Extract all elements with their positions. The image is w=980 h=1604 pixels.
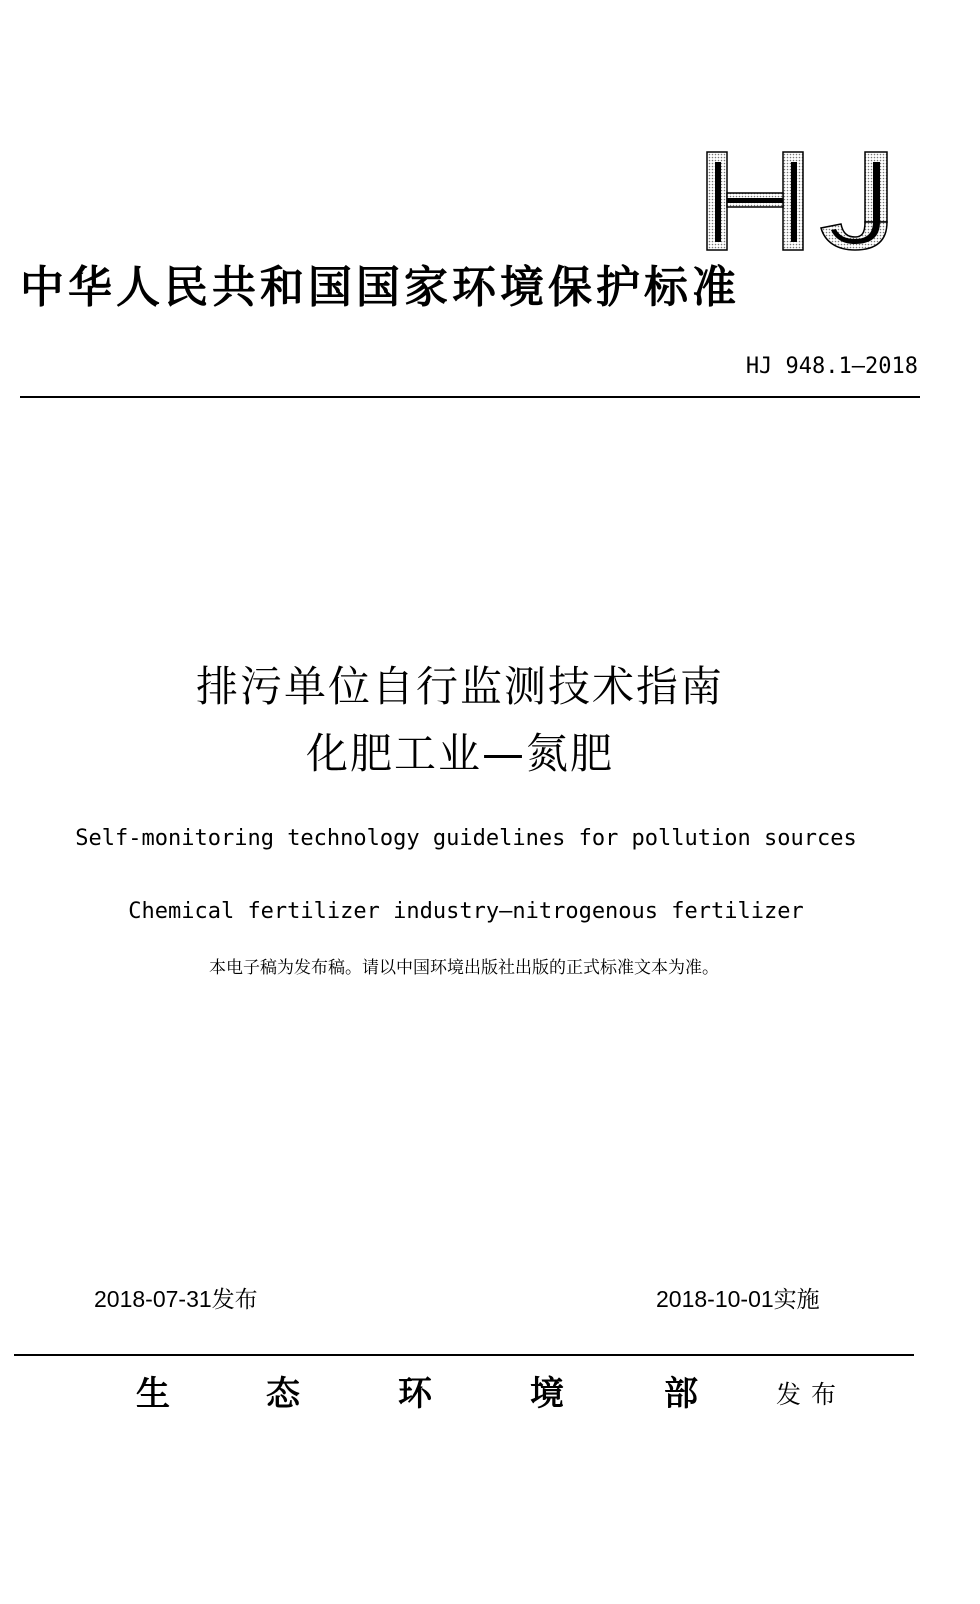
header-divider: [20, 396, 920, 398]
standard-series-title: 中华人民共和国国家环境保护标准: [20, 262, 740, 313]
release-notice: 本电子稿为发布稿。请以中国环境出版社出版的正式标准文本为准。: [209, 958, 719, 978]
footer-divider: [14, 1354, 914, 1356]
publisher-name-char: 部: [664, 1374, 698, 1414]
standard-number: HJ 948.1—2018: [745, 354, 918, 379]
publisher-name-char: 境: [530, 1374, 564, 1414]
publisher-name-char: 生: [136, 1374, 170, 1414]
issue-date: 2018-07-31发布: [94, 1286, 258, 1312]
publisher-name-char: 态: [266, 1374, 300, 1414]
publish-label: 发布: [776, 1380, 847, 1409]
chinese-title-line-2: 化肥工业—氮肥: [305, 729, 614, 778]
publisher-name-char: 环: [398, 1374, 432, 1414]
chinese-title-line-1: 排污单位自行监测技术指南: [195, 662, 724, 711]
hj-logo: [705, 150, 890, 252]
effective-date: 2018-10-01实施: [656, 1286, 820, 1312]
english-title-line-1: Self-monitoring technology guidelines for pollution sources: [75, 826, 857, 851]
english-title-line-2: Chemical fertilizer industry—nitrogenous fertilizer: [128, 899, 804, 924]
